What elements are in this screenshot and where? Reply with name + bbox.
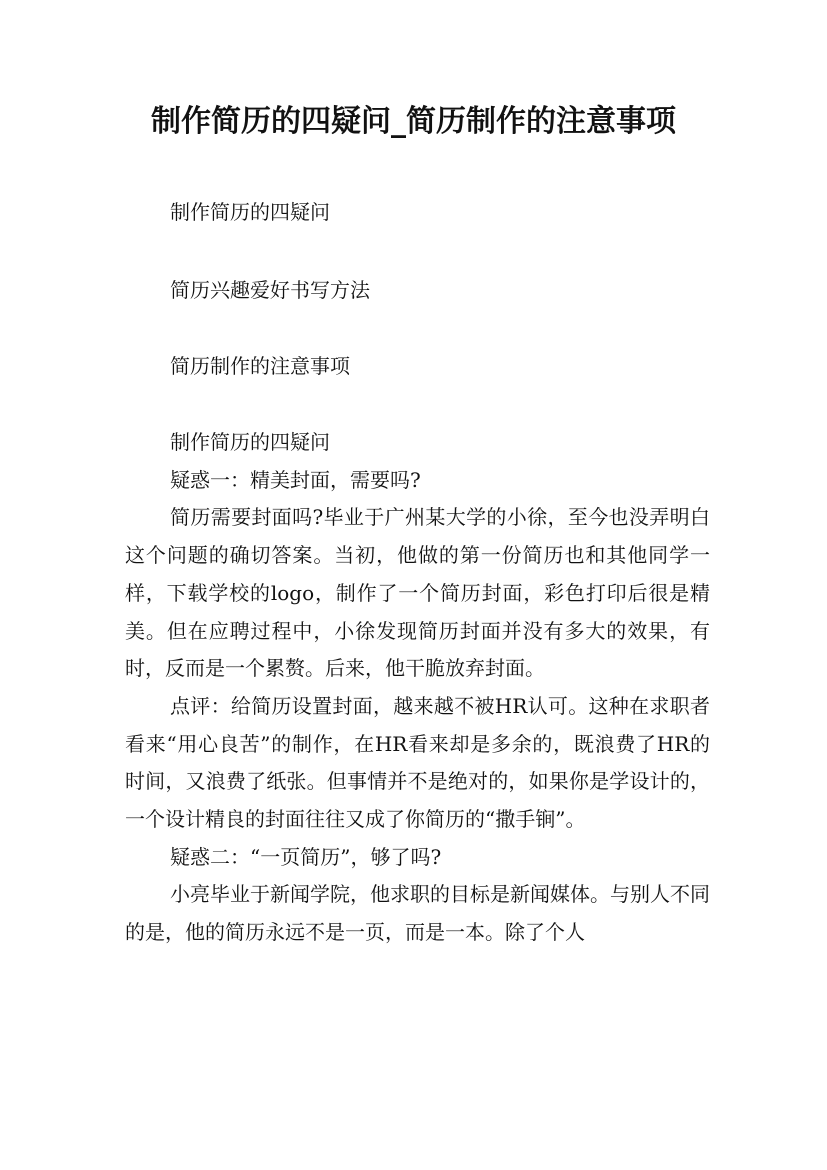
question-heading-two: 疑惑二：“一页简历”，够了吗? [170,844,442,869]
body-paragraph-cover-comment: 点评：给简历设置封面，越来越不被HR认可。这种在求职者看来“用心良苦”的制作，在HR看来却是多余的，既浪费了HR的时间，又浪费了纸张。但事情并不是绝对的，如果你是学设计的，一个设计精良的封面往往又成了你简历的“撒手锏”。 [125,693,710,832]
document-body [125,424,710,952]
question-heading-one: 疑惑一：精美封面，需要吗? [170,467,421,492]
section-heading: 制作简历的四疑问 [170,430,330,454]
toc-item-notes: 简历制作的注意事项 [170,354,350,378]
document-title: 制作简历的四疑问_简历制作的注意事项 [151,104,676,139]
body-paragraph-cover-story: 简历需要封面吗?毕业于广州某大学的小徐，至今也没弄明白这个问题的确切答案。当初，他做的第一份简历也和其他同学一样，下载学校的logo，制作了一个简历封面，彩色打印后很是精美。但在应聘过程中，小徐发现简历封面并没有多大的效果，有时，反而是一个累赘。后来，他干脆放弃封面。 [125,505,710,681]
toc-item-four-questions: 制作简历的四疑问 [170,200,330,224]
body-paragraph-one-page: 小亮毕业于新闻学院，他求职的目标是新闻媒体。与别人不同的是，他的简历永远不是一页，而是一本。除了个人 [125,882,710,945]
toc-item-hobbies: 简历兴趣爱好书写方法 [170,278,370,302]
